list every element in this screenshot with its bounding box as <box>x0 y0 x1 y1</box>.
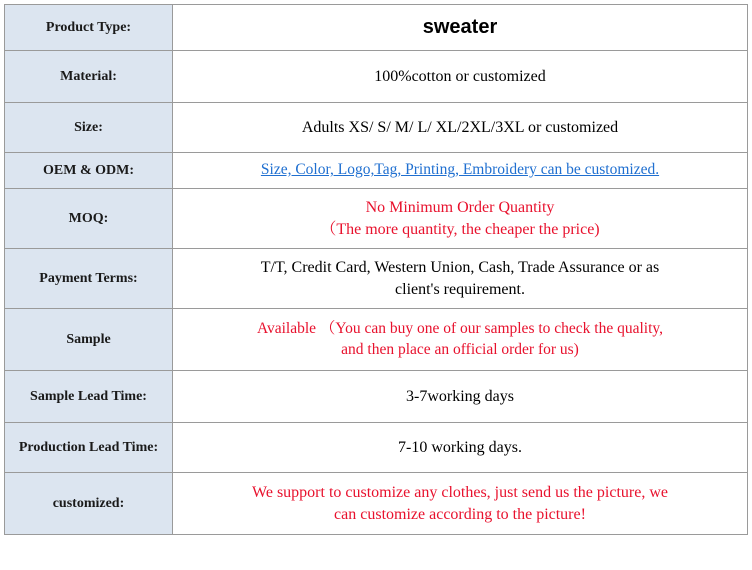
value-line: （The more quantity, the cheaper the price) <box>320 220 600 238</box>
row-value-product-type <box>173 5 748 51</box>
row-value-moq <box>173 189 748 249</box>
row-label-sample-lead-time: Sample Lead Time: <box>5 371 173 423</box>
table-row <box>5 371 748 423</box>
product-specification-table <box>4 4 748 535</box>
row-value-payment-terms <box>173 249 748 309</box>
value-line: sweater <box>422 16 498 38</box>
row-value-sample <box>173 309 748 371</box>
table-row <box>5 309 748 371</box>
value-line: 3-7working days <box>406 387 514 405</box>
row-value-production-lead-time <box>173 423 748 473</box>
table-row <box>5 153 748 189</box>
row-value-size <box>173 103 748 153</box>
row-label-sample: Sample <box>5 309 173 371</box>
row-label-production-lead-time: Production Lead Time: <box>5 423 173 473</box>
value-line: Adults XS/ S/ M/ L/ XL/2XL/3XL or customized <box>301 118 619 136</box>
value-line: No Minimum Order Quantity <box>365 198 555 216</box>
value-line: 100%cotton or customized <box>374 67 546 85</box>
table-row <box>5 189 748 249</box>
row-label-oem-odm: OEM & ODM: <box>5 153 173 189</box>
table-row <box>5 423 748 473</box>
row-label-size: Size: <box>5 103 173 153</box>
table-row <box>5 249 748 309</box>
row-label-customized: customized: <box>5 473 173 535</box>
value-line: We support to customize any clothes, just send us the picture, we <box>252 483 668 501</box>
table-row <box>5 51 748 103</box>
value-line: 7-10 working days. <box>398 438 522 456</box>
table-row <box>5 473 748 535</box>
value-line: Available （You can buy one of our samples to check the quality, <box>256 319 664 337</box>
value-line: T/T, Credit Card, Western Union, Cash, Trade Assurance or as <box>260 258 660 276</box>
table-row <box>5 103 748 153</box>
value-line: can customize according to the picture! <box>334 505 586 523</box>
row-label-material: Material: <box>5 51 173 103</box>
value-line: client's requirement. <box>395 280 525 298</box>
value-line: and then place an official order for us) <box>341 340 579 358</box>
row-label-product-type: Product Type: <box>5 5 173 51</box>
table-row <box>5 5 748 51</box>
row-label-moq: MOQ: <box>5 189 173 249</box>
row-value-sample-lead-time <box>173 371 748 423</box>
row-value-oem-odm <box>173 153 748 189</box>
row-value-material <box>173 51 748 103</box>
row-value-customized <box>173 473 748 535</box>
value-line: Size, Color, Logo,Tag, Printing, Embroidery can be customized. <box>260 161 660 179</box>
row-label-payment-terms: Payment Terms: <box>5 249 173 309</box>
